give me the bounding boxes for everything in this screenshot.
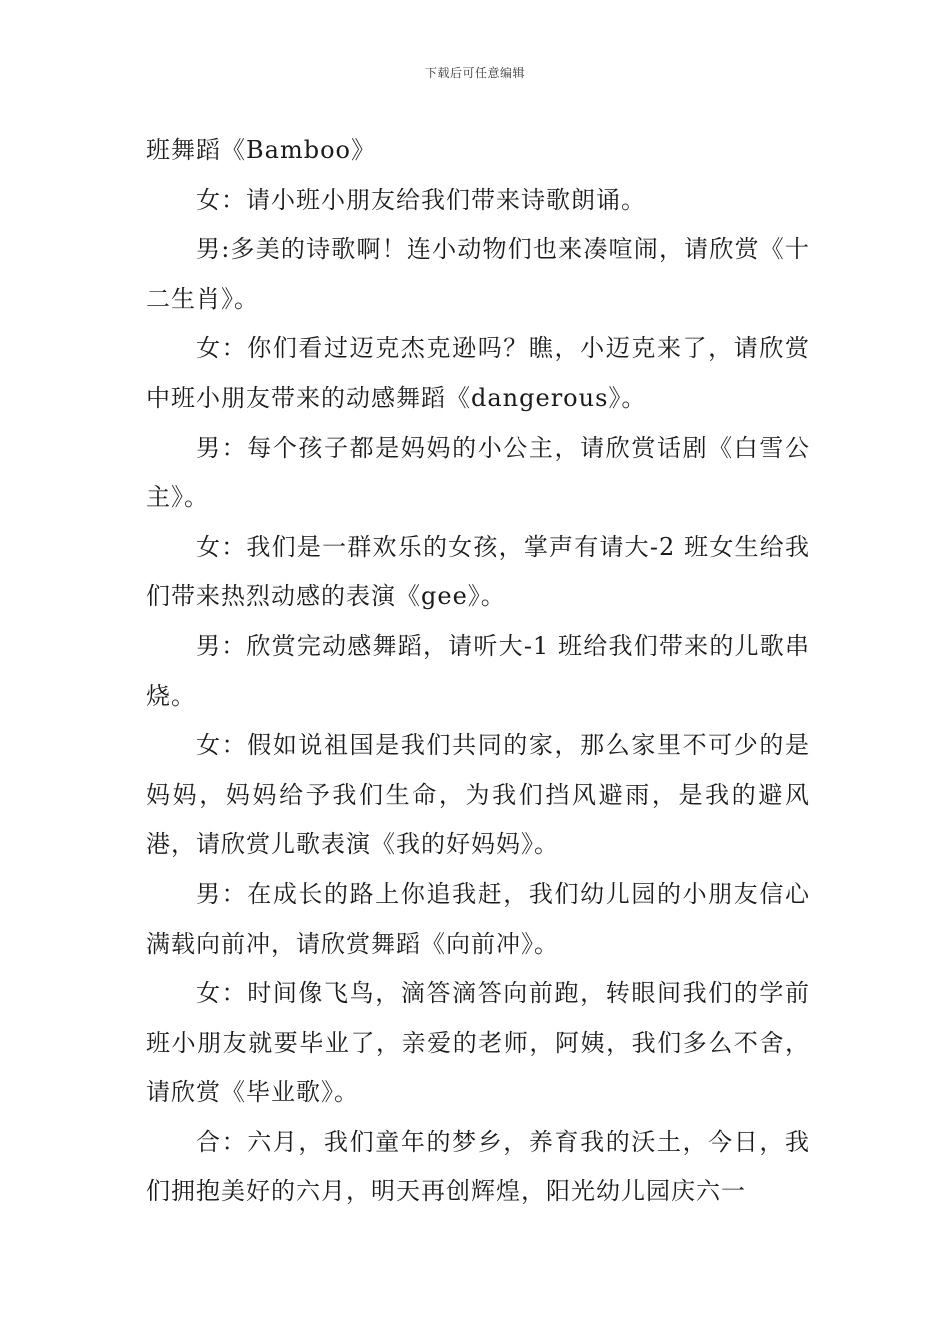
paragraph: 女：假如说祖国是我们共同的家，那么家里不可少的是妈妈，妈妈给予我们生命，为我们挡风避雨，是我的避风港，请欣赏儿歌表演《我的好妈妈》。 (146, 731, 810, 859)
paragraph: 男：每个孩子都是妈妈的小公主，请欣赏话剧《白雪公主》。 (146, 433, 810, 512)
paragraph: 合：六月，我们童年的梦乡，养育我的沃土，今日，我们拥抱美好的六月，明天再创辉煌，阳光幼儿园庆六一 (146, 1127, 810, 1206)
paragraph: 男：欣赏完动感舞蹈，请听大-1 班给我们带来的儿歌串烧。 (146, 631, 810, 710)
paragraph: 班舞蹈《Bamboo》 (146, 136, 376, 164)
paragraph: 女：你们看过迈克杰克逊吗？瞧，小迈克来了，请欣赏中班小朋友带来的动感舞蹈《dangerous》。 (146, 334, 810, 412)
document-body (146, 126, 810, 1217)
page-header: 下载后可任意编辑 (424, 66, 525, 80)
paragraph: 女：请小班小朋友给我们带来诗歌朗诵。 (196, 185, 646, 214)
paragraph: 女：时间像飞鸟，滴答滴答向前跑，转眼间我们的学前班小朋友就要毕业了，亲爱的老师，阿姨，我们多么不舍，请欣赏《毕业歌》。 (146, 979, 810, 1107)
paragraph: 男：在成长的路上你追我赶，我们幼儿园的小朋友信心满载向前冲，请欣赏舞蹈《向前冲》。 (146, 879, 810, 958)
paragraph: 女：我们是一群欢乐的女孩，掌声有请大-2 班女生给我们带来热烈动感的表演《gee》。 (146, 532, 810, 611)
paragraph: 男:多美的诗歌啊！连小动物们也来凑喧闹，请欣赏《十二生肖》。 (146, 235, 810, 313)
